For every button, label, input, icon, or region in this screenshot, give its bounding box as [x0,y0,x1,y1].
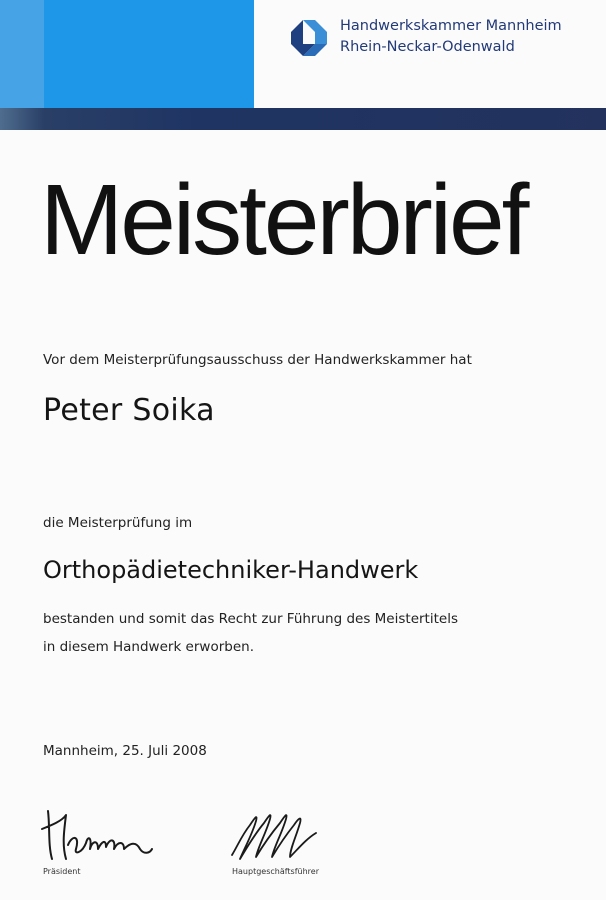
exam-text: die Meisterprüfung im [43,515,193,531]
org-line-1: Handwerkskammer Mannheim [340,18,562,34]
certificate-title: Meisterbrief [40,164,527,276]
header-blue-block [44,0,254,108]
organization-name [340,16,562,58]
president-signature [40,805,155,865]
org-line-2: Rhein-Neckar-Odenwald [340,39,515,55]
header-band [0,0,606,130]
chamber-logo-icon [291,20,327,56]
place-and-date: Mannheim, 25. Juli 2008 [43,743,207,759]
trade-name: Orthopädietechniker-Handwerk [43,556,419,584]
manager-label: Hauptgeschäftsführer [232,867,320,876]
header-dark-stripe [0,108,606,130]
recipient-name: Peter Soika [43,393,215,428]
intro-text: Vor dem Meisterprüfungsausschuss der Handwerkskammer hat [43,352,472,368]
result-text-line-2: in diesem Handwerk erworben. [43,639,254,655]
president-label: Präsident [43,867,81,876]
header-light-blue-block [0,0,44,108]
result-text-line-1: bestanden und somit das Recht zur Führung des Meistertitels [43,611,458,627]
manager-signature [228,805,323,865]
